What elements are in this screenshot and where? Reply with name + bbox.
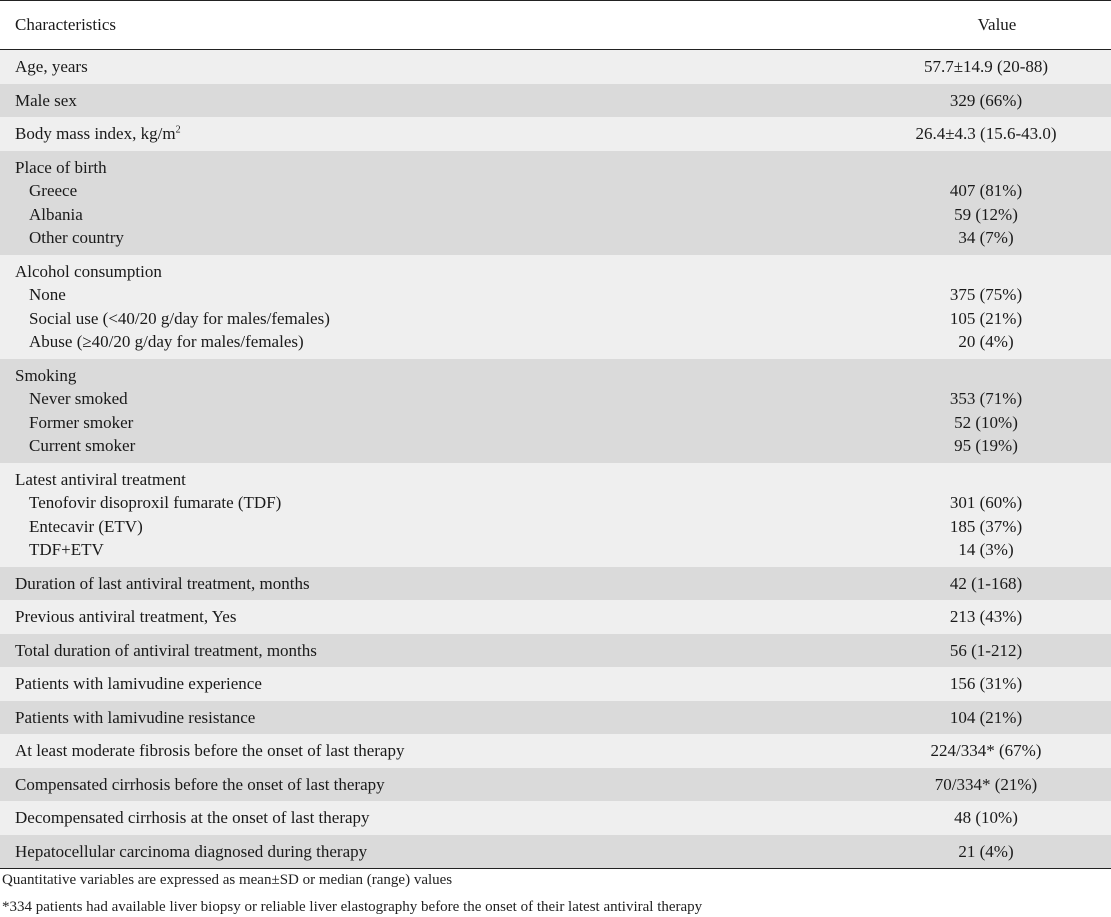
table-row [0, 50, 1111, 84]
row-label: Patients with lamivudine resistance [15, 707, 256, 727]
row-label: Never smoked [29, 389, 128, 408]
table-line [0, 434, 1111, 458]
table-line [0, 572, 1111, 596]
row-label: Compensated cirrhosis before the onset of last therapy [15, 774, 385, 794]
table-line [0, 806, 1111, 830]
row-value: 213 (43%) [949, 607, 1023, 626]
row-value: 105 (21%) [949, 308, 1023, 328]
row-label: Abuse (≥40/20 g/day for males/females) [29, 332, 304, 351]
row-label: Current smoker [29, 436, 136, 455]
table-row [0, 667, 1111, 701]
row-value: 185 (37%) [949, 516, 1023, 536]
row-value: 48 (10%) [954, 808, 1018, 827]
row-label: Latest antiviral treatment [15, 469, 186, 489]
table-line [0, 411, 1111, 435]
row-value: 353 (71%) [949, 389, 1023, 408]
row-value: 329 (66%) [949, 90, 1023, 110]
table-line [0, 605, 1111, 629]
table-line [0, 491, 1111, 515]
row-label: Social use (<40/20 g/day for males/females) [29, 308, 330, 328]
table-line [0, 672, 1111, 696]
table-row [0, 255, 1111, 359]
row-label: Previous antiviral treatment, Yes [15, 607, 237, 626]
table-header [0, 0, 1111, 50]
row-value: 59 (12%) [954, 204, 1018, 224]
row-label: Male sex [15, 90, 77, 110]
table-line [0, 179, 1111, 203]
row-label: Tenofovir disoproxil fumarate (TDF) [29, 493, 282, 512]
row-value: 95 (19%) [954, 436, 1018, 455]
row-label: TDF+ETV [29, 540, 104, 559]
table-line [0, 330, 1111, 354]
row-label: None [29, 285, 66, 304]
footnote-quantitative: Quantitative variables are expressed as mean±SD or median (range) values [2, 872, 453, 888]
table-body [0, 50, 1111, 869]
header-value: Value [977, 15, 1017, 34]
row-value: 57.7±14.9 (20-88) [923, 57, 1049, 76]
table-line [0, 156, 1111, 180]
table-row [0, 701, 1111, 735]
row-value: 21 (4%) [958, 841, 1014, 861]
row-value [861, 468, 1111, 492]
table-row [0, 768, 1111, 802]
row-label: Former smoker [29, 412, 134, 432]
row-label: Patients with lamivudine experience [15, 674, 262, 693]
row-value: 20 (4%) [958, 332, 1014, 351]
table-line [0, 538, 1111, 562]
table-line [0, 739, 1111, 763]
row-value: 56 (1-212) [949, 640, 1023, 660]
row-label: Other country [29, 228, 124, 247]
table-row [0, 634, 1111, 668]
header-characteristics: Characteristics [15, 15, 117, 34]
row-label: Hepatocellular carcinoma diagnosed during therapy [15, 841, 368, 861]
table-row [0, 359, 1111, 463]
row-label: Age, years [15, 57, 88, 76]
row-value: 14 (3%) [958, 540, 1014, 559]
table-row [0, 117, 1111, 151]
row-value [861, 156, 1111, 180]
row-label: Duration of last antiviral treatment, months [15, 573, 310, 593]
row-value: 104 (21%) [949, 707, 1023, 727]
table-row [0, 835, 1111, 870]
table-line [0, 260, 1111, 284]
table-line [0, 226, 1111, 250]
table-line [0, 55, 1111, 79]
table-line [0, 283, 1111, 307]
row-value [861, 364, 1111, 388]
row-value: 301 (60%) [949, 493, 1023, 512]
table-line [0, 387, 1111, 411]
row-label: Total duration of antiviral treatment, months [15, 640, 317, 660]
table-line [0, 515, 1111, 539]
row-label: Albania [29, 204, 83, 224]
row-value: 156 (31%) [949, 674, 1023, 693]
table-row [0, 567, 1111, 601]
table-row [0, 600, 1111, 634]
table-line [0, 307, 1111, 331]
row-value: 42 (1-168) [949, 573, 1023, 593]
row-value: 70/334* (21%) [934, 774, 1038, 794]
table-line [0, 203, 1111, 227]
table-row [0, 801, 1111, 835]
table-line [0, 773, 1111, 797]
row-label: At least moderate fibrosis before the onset of last therapy [15, 741, 405, 760]
row-value: 224/334* (67%) [930, 741, 1042, 760]
table-line [0, 706, 1111, 730]
row-value: 375 (75%) [949, 285, 1023, 304]
row-value: 52 (10%) [954, 412, 1018, 432]
row-label: Smoking [15, 365, 77, 385]
superscript: 2 [175, 124, 181, 136]
table-row [0, 84, 1111, 118]
row-label: Alcohol consumption [15, 261, 162, 281]
row-label: Decompensated cirrhosis at the onset of last therapy [15, 808, 370, 827]
table-row [0, 734, 1111, 768]
row-value: 34 (7%) [958, 228, 1014, 247]
row-value: 26.4±4.3 (15.6-43.0) [915, 124, 1057, 143]
row-value: 407 (81%) [949, 181, 1023, 200]
table-line [0, 364, 1111, 388]
table-line [0, 89, 1111, 113]
table-row [0, 463, 1111, 567]
footnote-asterisk: *334 patients had available liver biopsy or reliable liver elastography before the onset of their latest antiviral therapy [2, 899, 703, 915]
row-label: Body mass index, $kg/m^2$ [15, 124, 181, 143]
table-line [0, 840, 1111, 864]
table-row [0, 151, 1111, 255]
table-line [0, 639, 1111, 663]
row-label: Entecavir (ETV) [29, 516, 143, 536]
row-value [861, 260, 1111, 284]
row-label: Greece [29, 181, 78, 200]
row-label: Place of birth [15, 157, 107, 177]
table-line [0, 122, 1111, 146]
table-line [0, 468, 1111, 492]
